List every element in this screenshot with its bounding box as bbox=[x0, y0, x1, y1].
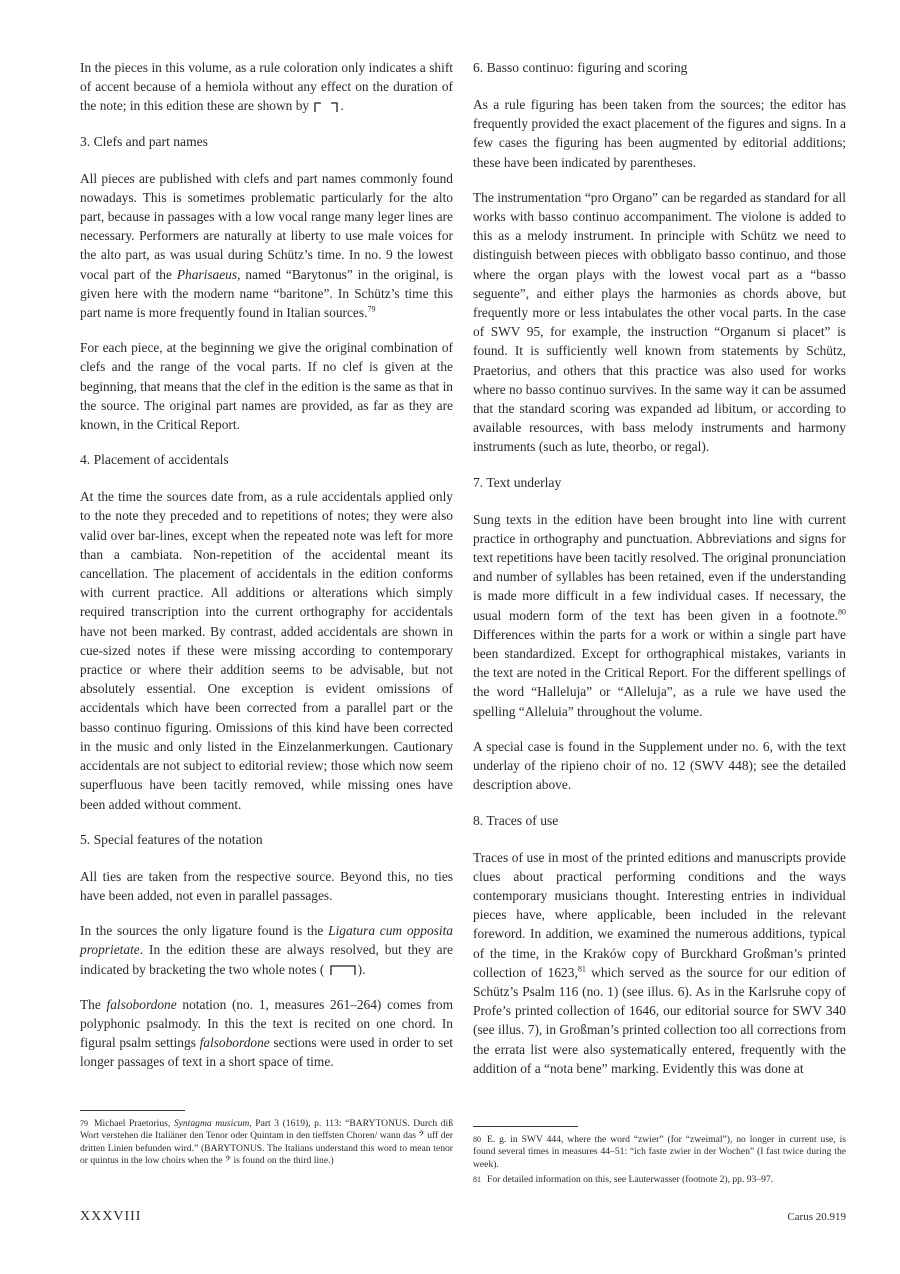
ligature-bracket-icon bbox=[328, 965, 358, 975]
text-span: ). bbox=[357, 961, 366, 977]
footnote-mark: 80 bbox=[473, 1135, 481, 1144]
paragraph-coloration bbox=[80, 58, 453, 116]
footnote-80 bbox=[473, 1134, 846, 1171]
text-span: Differences within the parts for a work or within a single part have been standardized. Except for orthographical mistakes, variants in the text are noted in the Critical Report. For the different spellings of the word “Halleluja” or “Alleluja”, as a rule we have used the spelling “Alleluia” throughout the volume. bbox=[473, 626, 846, 719]
heading-basso-continuo: 6. Basso continuo: figuring and scoring bbox=[473, 60, 688, 75]
paragraph-clefs bbox=[80, 169, 453, 323]
footnote-ref: 81 bbox=[577, 964, 586, 974]
footnote-81 bbox=[473, 1174, 846, 1186]
text-span: In the sources the only ligature found is the bbox=[80, 923, 324, 939]
text-span: Sung texts in the edition have been brought into line with current practice in orthography and punctuation. Abbreviations and signs for text repetitions have been tacitly resolved. The original pronunciation and number of syllables has been retained, even if the understanding is made more difficult in a few individual cases. If necessary, the usual modern form of the text has been given in a footnote. bbox=[473, 511, 846, 623]
left-column bbox=[80, 58, 453, 1088]
heading-traces-of-use: 8. Traces of use bbox=[473, 812, 559, 828]
footnote-divider bbox=[473, 1126, 578, 1127]
paragraph-falsobordone bbox=[80, 995, 453, 1072]
paragraph-traces-of-use bbox=[473, 848, 846, 1078]
italic-title: Syntagma musicum bbox=[173, 1118, 250, 1129]
text-span: All pieces are published with clefs and part names commonly found nowadays. This is sometimes problematic particularly for the alto part, because in passages with a low vocal range many leger lines are necessary. Performers are naturally at liberty to use male voices for the alto part, as was usual during Schütz’s time. In no. 9 the lowest vocal part of the bbox=[80, 170, 453, 282]
paragraph-ties: All ties are taken from the respective source. Beyond this, no ties have been added, not even in parallel passages. bbox=[80, 868, 453, 903]
coloration-bracket-icon bbox=[312, 102, 340, 112]
text-span: sections were used in order to set longer passages of text in a short space of time. bbox=[80, 1035, 453, 1070]
italic-title: Pharisaeus bbox=[176, 266, 238, 282]
text-span: . bbox=[340, 98, 344, 114]
heading-notation: 5. Special features of the notation bbox=[80, 831, 263, 847]
text-span: In the pieces in this volume, as a rule coloration only indicates a shift of accent because of a hemiola without any effect on the duration of the note; in this edition these are shown by bbox=[80, 60, 453, 114]
italic-term: falsobordone bbox=[199, 1035, 270, 1051]
heading-accidentals: 4. Placement of accidentals bbox=[80, 452, 229, 468]
footnote-divider bbox=[80, 1110, 185, 1111]
paragraph-instrumentation: The instrumentation “pro Organo” can be regarded as standard for all works with basso continuo accompaniment. The violone is added to this as a melody instrument. In principle with Schütz we need to distinguish between pieces with obbligato basso continuo, and those where the organ plays with the lowest vocal part as a “basso seguente”, and either plays the harmonies as chords above, but frequently more or less intabulates the other vocal parts. In the case of SWV 95, for example, the instruction “Organum si placet” is found. It is sufficiently well known from statements by Schütz, Praetorius, and others that this practice was also used for works where no basso continuo survives. In the same way it can be assumed that the standard scoring was expanded ad libitum, or according to available resources, with bass melody instruments and harmony instruments (such as lute, theorbo, or regal). bbox=[473, 189, 846, 455]
text-span: . In the edition these are always resolved, but they are indicated by bracketing the two whole notes ( bbox=[80, 942, 453, 977]
footnote-mark: 81 bbox=[473, 1175, 481, 1184]
text-span: notation (no. 1, measures 261–264) comes from polyphonic psalmody. In this the text is recited on one chord. In figural psalm settings bbox=[80, 996, 453, 1051]
text-span: which served as the source for our edition of Schütz’s Psalm 116 (no. 1) (see illus. 6). As in the Karlsruhe copy of Profe’s printed collection of 1646, our editorial source for SWV 340 (see illus. 7), in Großman’s printed collection too all corrections from the errata list were also systematically entered, frequently with the addition of a “nota bene” marking. Evidently this was done at bbox=[473, 964, 846, 1076]
text-span: E. g. in SWV 444, where the word “zwier” (for “zweimal”), no longer in current use, is found several times in measures 44–51: “ich faste zwier in der Wochen” (I fast twice during the week). bbox=[473, 1134, 846, 1170]
text-span: Traces of use in most of the printed editions and manuscripts provide clues about practical performing conditions and the ways contemporary musicians thought. Interesting entries in individual pieces have, where applicable, been included in the relevant foreword. In addition, we examined the numerous additions, typical of the time, in the Kraków copy of Burckhard Großman’s printed collection of 1623, bbox=[473, 849, 846, 980]
heading-text-underlay: 7. Text underlay bbox=[473, 474, 562, 490]
text-span: For detailed information on this, see Lauterwasser (footnote 2), pp. 93–97. bbox=[487, 1174, 774, 1185]
page-number: XXXVIII bbox=[80, 1209, 142, 1224]
right-column bbox=[473, 58, 846, 1094]
text-span: The bbox=[80, 996, 101, 1012]
catalog-number: Carus 20.919 bbox=[787, 1211, 846, 1223]
footnote-ref: 80 bbox=[838, 607, 846, 617]
paragraph-clef-combination: For each piece, at the beginning we give the original combination of clefs and the range of the vocal parts. If no clef is given at the beginning, that means that the clef in the edition is the same as that in the source. The original part names are provided, as far as they are known, in the Critical Report. bbox=[80, 340, 453, 433]
footnote-ref: 79 bbox=[367, 304, 376, 314]
footnote-79 bbox=[80, 1118, 453, 1168]
paragraph-special-case: A special case is found in the Supplement under no. 6, with the text underlay of the ripieno choir of no. 12 (SWV 448); see the detailed description above. bbox=[473, 738, 846, 793]
paragraph-figuring: As a rule figuring has been taken from the sources; the editor has frequently provided the exact placement of the figures and signs. In a few cases the figuring has been augmented by editorial additions; these have been indicated by parentheses. bbox=[473, 97, 846, 170]
footnote-mark: 79 bbox=[80, 1119, 88, 1128]
italic-term: Ligatura cum opposita proprietate bbox=[80, 923, 453, 958]
text-span: Michael Praetorius, bbox=[94, 1118, 171, 1129]
paragraph-ligature bbox=[80, 921, 453, 979]
italic-term: falsobordone bbox=[106, 996, 177, 1012]
text-span: , named “Barytonus” in the original, is given here with the modern name “baritone”. In Schütz’s time this part name is more frequently found in Italian sources. bbox=[80, 266, 453, 321]
paragraph-text-underlay bbox=[473, 510, 846, 721]
text-span: , Part 3 (1619), p. 113: “BARYTONUS. Durch diß Wort verstehen die Italiäner den Tenor oder Quintam in den tieffsten Choren/ wann das 𝄢 uff der dritten Linien befunden wird.” (BARYTONUS. The Italians understand this word to mean tenor or quintus in the low choirs when the 𝄢 is found on the third line.) bbox=[80, 1118, 454, 1167]
heading-clefs: 3. Clefs and part names bbox=[80, 133, 208, 149]
paragraph-accidentals: At the time the sources date from, as a rule accidentals applied only to the note they preceded and to repetitions of notes; they were also valid over bar-lines, except when the repeated note was left for more than a cambiata. Non-repetition of the accidental meant its cancellation. The placement of accidentals in the edition conforms with current practice. All additions or alterations which simply required transcription into the current orthography for accidentals have not been marked. By contrast, added accidentals are shown in cue-sized notes if these were missing according to contemporary practice or where their addition seems to be advisable, but not absolutely essential. One exception is evident omissions of accidentals which have been corrected from a parallel part or the basso continuo figuring. Omissions of this kind have been corrected in the music and only listed in the Einzelanmerkungen. Cautionary accidentals are not subject to editorial review; those which now seem superfluous have been tacitly removed, while missing ones have been added without comment. bbox=[80, 489, 453, 812]
